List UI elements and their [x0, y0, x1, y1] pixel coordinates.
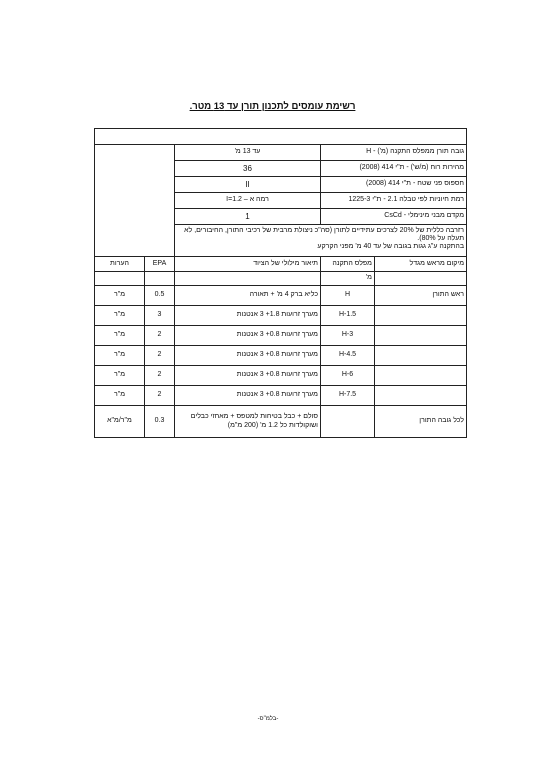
row-note: מ"ר: [95, 326, 145, 346]
row-equipment: כליא ברק 4 מ' + תאורה: [175, 286, 321, 306]
reserve-note: [175, 225, 467, 257]
param-value: 36: [175, 161, 321, 177]
header-epa: EPA: [145, 257, 175, 272]
row-equipment: מערך זרועות 1.8+ 3 אנטנות: [175, 306, 321, 326]
table-row: [95, 306, 467, 326]
row-location: [375, 326, 467, 346]
row-level: H-3: [321, 326, 375, 346]
header-level: מפלס התקנה: [321, 257, 375, 272]
table-row-last: [95, 406, 467, 438]
param-label: מהירות רוח (מ/ש') - ת"י 414 (2008): [321, 161, 467, 177]
param-row: [95, 145, 467, 161]
header-equipment: תיאור מילולי של הציוד: [175, 257, 321, 272]
row-equipment: מערך זרועות 0.8+ 3 אנטנות: [175, 326, 321, 346]
row-epa: 2: [145, 386, 175, 406]
param-label: גובה תורן ממפלס התקנה (מ') - H: [321, 145, 467, 161]
row-level: [321, 406, 375, 438]
header-notes: הערות: [95, 257, 145, 272]
table-row: [95, 366, 467, 386]
table-top-blank-row: [95, 129, 467, 145]
classification-footer: -בלמ"ס-: [257, 716, 279, 722]
param-value: רמה א – I=1.2: [175, 193, 321, 209]
row-level: H-4.5: [321, 346, 375, 366]
row-level: H-6: [321, 366, 375, 386]
row-equipment: סולם + כבל בטיחות למטפס + מאחזי כבלים ושוקולדות כל 1.2 מ' (200 מ"מ): [175, 406, 321, 438]
row-equipment: מערך זרועות 0.8+ 3 אנטנות: [175, 366, 321, 386]
reserve-note-sub: בהתקנה ע"ג גגות בגובה של עד 40 מ' מפני הקרקע: [317, 243, 465, 251]
loads-table: [94, 128, 467, 438]
row-note: מ"ר: [95, 306, 145, 326]
row-epa: 2: [145, 326, 175, 346]
param-value: II: [175, 177, 321, 193]
row-location: [375, 346, 467, 366]
row-location: [375, 386, 467, 406]
row-note: מ"ר: [95, 386, 145, 406]
row-level: H-7.5: [321, 386, 375, 406]
row-equipment: מערך זרועות 0.8+ 3 אנטנות: [175, 386, 321, 406]
param-value: 1: [175, 209, 321, 225]
row-level: H-1.5: [321, 306, 375, 326]
row-note: מ"ר: [95, 366, 145, 386]
row-epa: 0.3: [145, 406, 175, 438]
param-label: רמת חיוניות לפי טבלה 2.1 - ת"י 1225-3: [321, 193, 467, 209]
table-row: [95, 386, 467, 406]
document-title: רשימת עומסים לתכנון תורן עד 13 מטר.: [189, 101, 356, 112]
param-label: מקדם מבני מינימלי - CsCd: [321, 209, 467, 225]
header-row: [95, 257, 467, 272]
table-row: [95, 346, 467, 366]
row-epa: 3: [145, 306, 175, 326]
row-location: [375, 306, 467, 326]
param-value: עד 13 מ': [175, 145, 321, 161]
row-epa: 2: [145, 366, 175, 386]
table-row: [95, 326, 467, 346]
row-note: מ"ר: [95, 286, 145, 306]
param-blank-area: [95, 145, 175, 257]
header-location: מיקום מראש מגדל: [375, 257, 467, 272]
row-location: לכל גובה התורן: [375, 406, 467, 438]
param-label: חספוס פני שטח - ת"י 414 (2008): [321, 177, 467, 193]
row-location: [375, 366, 467, 386]
row-level: H: [321, 286, 375, 306]
reserve-note-text: רזרבה כללית של 20% לצרכים עתידיים לתורן (סה"כ ניצולת מרבית של רכיבי התורן, החיבורים, לא תעלה על 80%).: [184, 227, 465, 243]
row-epa: 2: [145, 346, 175, 366]
row-location: ראש התורן: [375, 286, 467, 306]
row-equipment: מערך זרועות 0.8+ 3 אנטנות: [175, 346, 321, 366]
units-row: [95, 272, 467, 286]
row-epa: 0.5: [145, 286, 175, 306]
level-unit: מ': [321, 272, 375, 286]
row-note: מ"ר/מ"א: [95, 406, 145, 438]
row-note: מ"ר: [95, 346, 145, 366]
table-row: [95, 286, 467, 306]
